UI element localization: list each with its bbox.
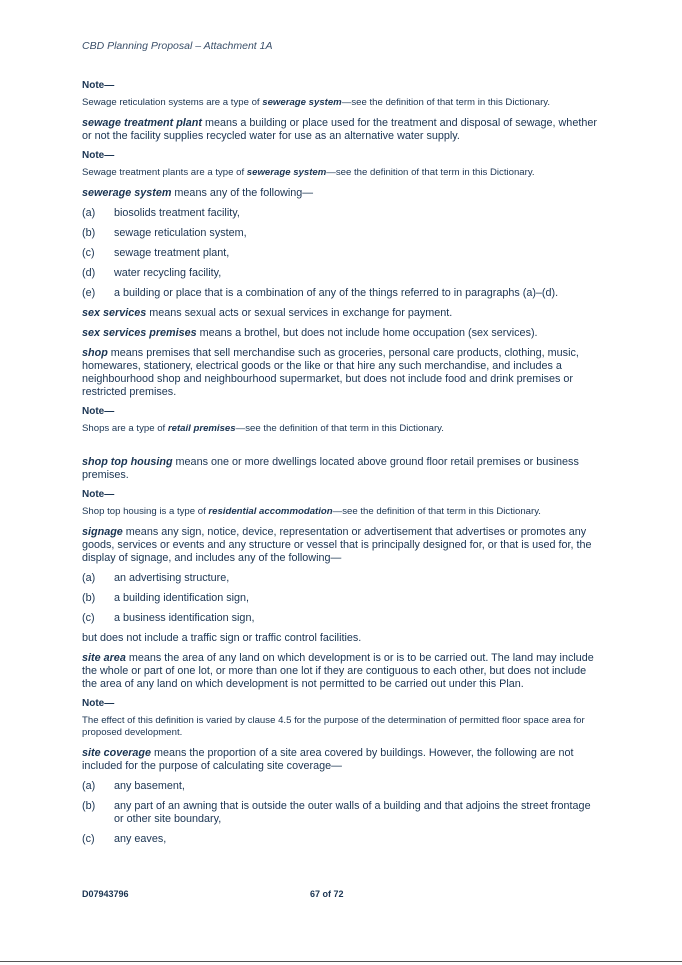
note-label: Note— [82,697,115,709]
note-text [82,167,602,179]
list-item [82,267,602,280]
note-text-tail: —see the definition of that term in this Dictionary. [326,167,535,179]
page-header: CBD Planning Proposal – Attachment 1A [82,40,273,52]
bottom-divider [0,961,682,962]
list-item-text: any part of an awning that is outside the outer walls of a building and that adjoins the street frontage or other site boundary, [114,800,591,826]
defined-term: sewerage system [246,167,327,179]
definition [82,327,602,340]
list-item-label: (c) [82,247,95,260]
list-item-label: (e) [82,287,96,300]
note-text [82,715,602,739]
definition-text: means the proportion of a site area covered by buildings. However, the following are not included for the purpose of calculating site coverage— [82,747,574,773]
list-item-text: a business identification sign, [114,611,255,624]
definition-text: means the area of any land on which development is or is to be carried out. The land may include the whole or part of one lot, or more than one lot if they are contiguous to each other, but does not include the area of any land on which development is not permitted to be carried out under this Plan. [82,651,594,690]
list-item [82,833,602,846]
definition [82,652,602,691]
note-text-lead: Sewage reticulation systems are a type of [82,97,263,108]
page-body [82,80,602,853]
list-item-text: biosolids treatment facility, [114,207,240,220]
definition [82,117,602,143]
list-item-text: sewage treatment plant, [114,247,230,260]
list-item-text: any eaves, [114,833,167,846]
list-item-label: (b) [82,800,96,813]
list-item-text: sewage reticulation system, [114,227,247,240]
document-id: D07943796 [82,889,129,899]
definition-text: but does not include a traffic sign or traffic control facilities. [82,631,362,644]
list-item-label: (a) [82,207,96,220]
list-item-label: (c) [82,833,95,846]
note-text [82,97,602,109]
definition-text: means any of the following— [171,187,314,200]
definition [82,747,602,773]
list-item [82,207,602,220]
list-item-text: an advertising structure, [114,571,230,584]
list-item [82,247,602,260]
note-text-lead: Sewage treatment plants are a type of [82,167,247,179]
note-text [82,506,602,518]
defined-term: sex services premises [82,327,197,340]
list-item [82,287,602,300]
defined-term: sewage treatment plant [82,117,202,130]
definition-text: means a brothel, but does not include home occupation (sex services). [196,327,538,340]
list-item-text: water recycling facility, [114,267,222,280]
list-item-text: a building or place that is a combination of any of the things referred to in paragraphs (a)–(d). [114,287,559,300]
list-item-label: (c) [82,611,95,624]
definition-text: means one or more dwellings located above ground floor retail premises or business premises. [82,455,579,481]
defined-term: signage [82,525,123,538]
defined-term: residential accommodation [208,505,333,517]
defined-term: site coverage [82,747,152,760]
definition [82,526,602,565]
note-text-tail: —see the definition of that term in this Dictionary. [332,505,541,517]
note-text-lead: Shop top housing is a type of [82,505,209,517]
note-text-tail: —see the definition of that term in this Dictionary. [235,423,444,435]
defined-term: sex services [82,307,147,320]
note-text-lead: Shops are a type of [82,423,168,435]
list-item [82,612,602,625]
note-text [82,423,602,435]
list-item-label: (d) [82,267,96,280]
defined-term: shop top housing [82,455,173,468]
definition [82,456,602,482]
spacer [82,444,602,456]
definition-text: means any sign, notice, device, representation or advertisement that advertises or promotes any goods, services or events and any structure or vessel that is principally designed for, or that is used for, the display of signage, and includes any of the following— [82,525,592,564]
list-item [82,780,602,793]
definition [82,347,602,399]
defined-term: shop [82,347,108,360]
defined-term: site area [82,651,126,664]
list-item [82,800,602,826]
definition-text: means sexual acts or sexual services in exchange for payment. [146,307,453,320]
list-item-label: (a) [82,780,96,793]
page-number: 67 of 72 [310,889,344,899]
defined-term: retail premises [167,423,236,435]
list-item-label: (b) [82,227,96,240]
list-item-text: a building identification sign, [114,591,250,604]
definition [82,307,602,320]
note-text-tail: —see the definition of that term in this Dictionary. [341,97,551,108]
definition-text: means premises that sell merchandise such as groceries, personal care products, clothing, music, homewares, stationery, electrical goods or the like or that hire any such merchandise, and includes a neighbourhood shop and neighbourhood supermarket, but does not include food and drink premises or restricted premises. [82,347,579,399]
defined-term: sewerage system [262,97,342,108]
list-item-label: (b) [82,591,96,604]
note-label: Note— [82,80,115,91]
definition [82,632,602,645]
note-label: Note— [82,488,115,500]
list-item-text: any basement, [114,780,185,793]
list-item [82,227,602,240]
note-label: Note— [82,406,115,418]
list-item [82,592,602,605]
note-text-lead: The effect of this definition is varied by clause 4.5 for the purpose of the determination of permitted floor space area for proposed development. [82,714,585,739]
list-item [82,572,602,585]
list-item-label: (a) [82,571,96,584]
note-label: Note— [82,150,115,162]
definition-text: means a building or place used for the treatment and disposal of sewage, whether or not the facility supplies recycled water for use as an alternative water supply. [82,117,597,143]
defined-term: sewerage system [82,187,172,200]
definition [82,187,602,200]
